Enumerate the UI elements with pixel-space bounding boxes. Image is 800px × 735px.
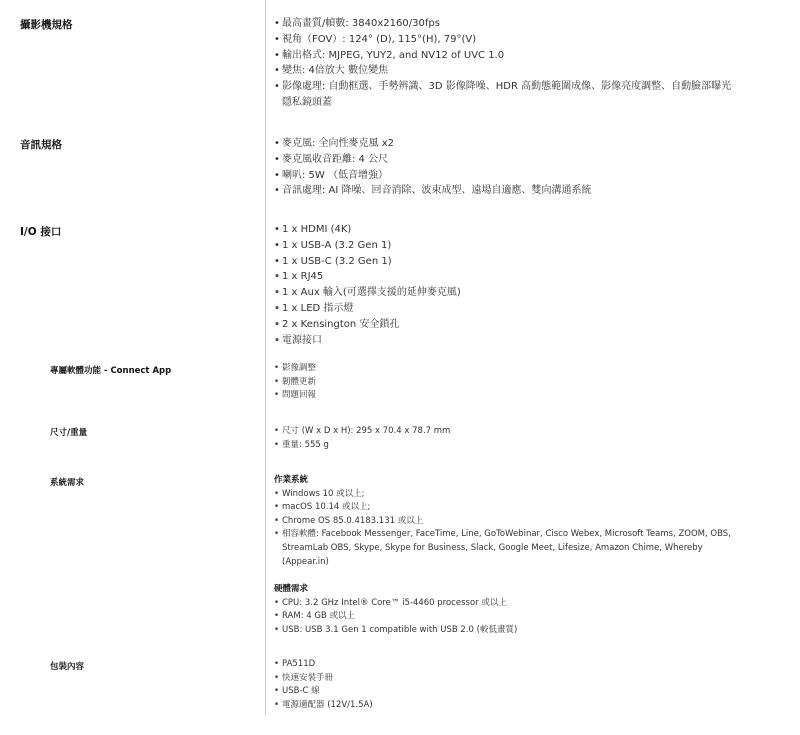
- list-item: • 1 x USB-C (3.2 Gen 1): [274, 254, 774, 270]
- hw-heading: 硬體需求: [274, 584, 309, 595]
- list-item: • 喇叭: 5W （低音增強）: [274, 168, 774, 184]
- dimensions-list: [274, 425, 774, 452]
- io-body: [274, 222, 774, 348]
- list-item: • 變焦: 4倍放大 數位變焦: [274, 63, 774, 79]
- camera-spec-list: [274, 16, 774, 95]
- camera-spec-continuation: 隱私鏡頭蓋: [282, 96, 332, 108]
- list-item: • USB-C 線: [274, 685, 774, 699]
- list-item: • 1 x RJ45: [274, 269, 774, 285]
- list-item: • 韌體更新: [274, 376, 774, 390]
- list-item: • macOS 10.14 或以上;: [274, 501, 774, 515]
- list-item: • 1 x Aux 輸入(可選擇支援的延伸麥克風): [274, 285, 774, 301]
- os-heading: 作業系統: [274, 475, 309, 485]
- audio-spec-list: [274, 136, 774, 199]
- camera-spec-label: 攝影機規格: [20, 19, 73, 31]
- list-item: • RAM: 4 GB 或以上: [274, 610, 774, 624]
- audio-spec-label: 音訊規格: [20, 139, 62, 151]
- list-item: • 麥克風: 全向性麥克風 x2: [274, 136, 774, 152]
- audio-spec-body: [274, 136, 774, 199]
- dimensions-body: [274, 425, 774, 452]
- io-label: I/O 接口: [20, 226, 62, 238]
- package-body: [274, 658, 774, 712]
- list-item: • 音訊處理: AI 降噪、回音消除、波束成型、遠場自適應、雙向溝通系統: [274, 183, 774, 199]
- list-item: • 影像處理: 自動框選、手勢辨識、3D 影像降噪、HDR 高動態範圍成像、影像亮度調整、自動臉部曝光: [274, 79, 774, 95]
- requirements-label: 系統需求: [50, 478, 85, 488]
- list-item: • 麥克風收音距離: 4 公尺: [274, 152, 774, 168]
- list-item: • 視角（FOV）: 124° (D), 115°(H), 79°(V): [274, 32, 774, 48]
- compat-line-2: StreamLab OBS, Skype, Skype for Business, Slack, Google Meet, Lifesize, Amazon Chime, Whereby: [282, 542, 703, 553]
- dimensions-label: 尺寸/重量: [50, 428, 88, 438]
- os-list: [274, 488, 774, 570]
- list-item: • 尺寸 (W x D x H): 295 x 70.4 x 78.7 mm: [274, 425, 774, 439]
- list-item: • CPU: 3.2 GHz Intel® Core™ i5-4460 processor 或以上: [274, 597, 774, 611]
- list-item: • 影像調整: [274, 362, 774, 376]
- compat-line-1: • 相容軟體: Facebook Messenger, FaceTime, Line, GoToWebinar, Cisco Webex, Microsoft Teams, ZOOM, OBS,: [282, 529, 731, 540]
- list-item: • Windows 10 或以上;: [274, 488, 774, 502]
- list-item: • 最高畫質/幀數: 3840x2160/30fps: [274, 16, 774, 32]
- hw-list: [274, 597, 774, 638]
- list-item: • 快速安裝手冊: [274, 672, 774, 686]
- list-item: • 輸出格式: MJPEG, YUY2, and NV12 of UVC 1.0: [274, 48, 774, 64]
- io-list: [274, 222, 774, 348]
- package-label: 包裝內容: [50, 662, 85, 672]
- software-body: [274, 362, 774, 403]
- camera-spec-body: [274, 16, 774, 111]
- spacer: [274, 569, 774, 583]
- list-item: • 1 x LED 指示燈: [274, 301, 774, 317]
- list-item: • USB: USB 3.1 Gen 1 compatible with USB 2.0 (較低畫質): [274, 624, 774, 638]
- software-label: 專屬軟體功能 - Connect App: [50, 366, 172, 376]
- compat-line-3: (Appear.in): [282, 556, 329, 567]
- list-item: • Chrome OS 85.0.4183.131 或以上: [274, 515, 774, 529]
- software-list: [274, 362, 774, 403]
- list-item: • 1 x USB-A (3.2 Gen 1): [274, 238, 774, 254]
- column-divider: [265, 0, 266, 716]
- list-item: • 電源接口: [274, 333, 774, 349]
- list-item: • 問題回報: [274, 389, 774, 403]
- list-item: • 電源適配器 (12V/1.5A): [274, 699, 774, 713]
- requirements-body: [274, 474, 774, 638]
- list-item: • PA511D: [274, 658, 774, 672]
- list-item: • 1 x HDMI (4K): [274, 222, 774, 238]
- list-item: • 2 x Kensington 安全鎖孔: [274, 317, 774, 333]
- list-item: [274, 528, 774, 569]
- package-list: [274, 658, 774, 712]
- list-item: • 重量: 555 g: [274, 439, 774, 453]
